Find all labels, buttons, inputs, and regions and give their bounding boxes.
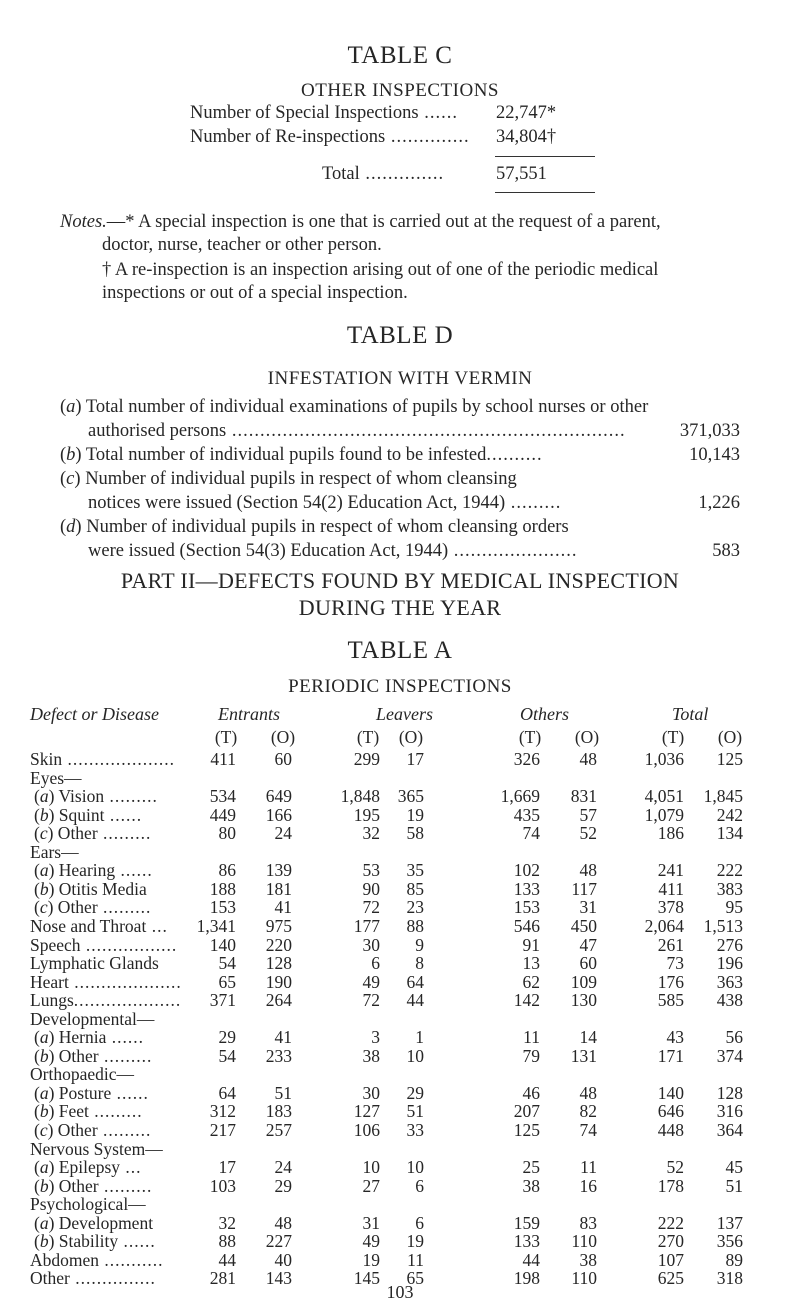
table-c-title: TABLE C [347, 42, 453, 69]
cell: 1,669 [500, 786, 540, 807]
cell: 52 [666, 1157, 684, 1178]
table-d-value-d: 583 [712, 541, 740, 561]
cell: 374 [716, 1045, 743, 1066]
sum-rule [495, 156, 595, 157]
table-c-subtitle: OTHER INSPECTIONS [301, 80, 499, 101]
cell: 32 [218, 1212, 236, 1233]
cell: 95 [725, 897, 743, 918]
cell: 143 [265, 1268, 292, 1289]
cell: 29 [274, 1175, 292, 1196]
cell: 646 [657, 1101, 684, 1122]
cell: 546 [513, 915, 540, 936]
table-d-subtitle: INFESTATION WITH VERMIN [267, 368, 533, 389]
cell: 3 [371, 1027, 380, 1048]
cell: 83 [579, 1212, 597, 1233]
cell: 125 [716, 749, 743, 769]
cell: 166 [265, 804, 292, 825]
cell: 44 [218, 1249, 236, 1270]
cell: 449 [209, 804, 236, 825]
cell: 19 [406, 804, 424, 825]
cell: 8 [415, 953, 424, 974]
cell: 6 [415, 1175, 424, 1196]
cell: 133 [513, 1231, 540, 1252]
total-rule [495, 192, 595, 193]
cell: 222 [716, 860, 743, 881]
table-d-value-c: 1,226 [698, 493, 740, 513]
cell: 107 [657, 1249, 684, 1270]
cell: 356 [716, 1231, 743, 1252]
cell: 270 [657, 1231, 684, 1252]
table-d-item-d: (d) Number of individual pupils in respect of whom cleansing orders [60, 517, 569, 537]
cell: 1 [415, 1027, 424, 1048]
cell: 137 [716, 1212, 743, 1233]
sub-header-t: (T) [661, 727, 685, 747]
cell: 131 [570, 1045, 597, 1066]
cell: 177 [353, 915, 380, 936]
sub-header-o: (O) [574, 727, 600, 747]
row-label: Psychological— [30, 1194, 146, 1215]
table-d-item-a: (a) Total number of individual examinations of pupils by school nurses or other [60, 397, 649, 417]
note-2: † A re-inspection is an inspection arising out of one of the periodic medical [102, 260, 659, 280]
row-label: Lungs.................... [30, 990, 182, 1011]
cell: 183 [265, 1101, 292, 1122]
cell: 31 [362, 1212, 380, 1233]
cell: 51 [406, 1101, 424, 1122]
cell: 51 [725, 1175, 743, 1196]
cell: 91 [522, 934, 540, 955]
cell: 14 [579, 1027, 597, 1048]
row-label: (b) Other ......... [34, 1045, 153, 1066]
cell: 207 [513, 1101, 540, 1122]
cell: 65 [406, 1268, 424, 1289]
cell: 38 [579, 1249, 597, 1270]
cell: 585 [657, 990, 684, 1011]
cell: 49 [362, 971, 380, 992]
cell: 79 [522, 1045, 540, 1066]
cell: 88 [406, 915, 424, 936]
row-label: (a) Posture ...... [34, 1082, 149, 1103]
row-label: Ears— [30, 841, 79, 862]
cell: 450 [570, 915, 597, 936]
total-label: Total .............. [322, 164, 445, 184]
cell: 24 [274, 1157, 292, 1178]
note-1-cont: doctor, nurse, teacher or other person. [102, 235, 382, 255]
cell: 196 [716, 953, 743, 974]
cell: 102 [513, 860, 540, 881]
sub-header-o: (O) [398, 727, 424, 747]
cell: 29 [406, 1082, 424, 1103]
cell: 72 [362, 990, 380, 1011]
row-label: Skin .................... [30, 749, 175, 769]
cell: 188 [209, 878, 236, 899]
group-total: Total [672, 704, 709, 724]
table-a-title: TABLE A [347, 637, 453, 664]
cell: 145 [353, 1268, 380, 1289]
cell: 181 [265, 878, 292, 899]
cell: 38 [522, 1175, 540, 1196]
cell: 106 [353, 1120, 380, 1140]
cell: 316 [716, 1101, 743, 1122]
cell: 378 [657, 897, 684, 918]
cell: 363 [716, 971, 743, 992]
cell: 139 [265, 860, 292, 881]
cell: 534 [209, 786, 236, 807]
cell: 24 [274, 823, 292, 844]
cell: 127 [353, 1101, 380, 1122]
cell: 89 [725, 1249, 743, 1270]
cell: 438 [716, 990, 743, 1011]
cell: 33 [406, 1120, 424, 1140]
cell: 153 [513, 897, 540, 918]
cell: 261 [657, 934, 684, 955]
cell: 73 [666, 953, 684, 974]
cell: 17 [406, 749, 424, 769]
cell: 46 [522, 1082, 540, 1103]
cell: 45 [725, 1157, 743, 1178]
cell: 117 [571, 878, 597, 899]
cell: 19 [406, 1231, 424, 1252]
cell: 1,036 [644, 749, 684, 769]
cell: 27 [362, 1175, 380, 1196]
cell: 35 [406, 860, 424, 881]
row-label: Developmental— [30, 1008, 155, 1029]
cell: 65 [218, 971, 236, 992]
cell: 19 [362, 1249, 380, 1270]
cell: 110 [571, 1268, 597, 1289]
cell: 25 [522, 1157, 540, 1178]
table-d-item-c-cont: notices were issued (Section 54(2) Education Act, 1944) ......... [88, 493, 562, 513]
cell: 153 [209, 897, 236, 918]
sub-header-t: (T) [518, 727, 542, 747]
cell: 186 [657, 823, 684, 844]
cell: 1,513 [703, 915, 743, 936]
cell: 198 [513, 1268, 540, 1289]
cell: 80 [218, 823, 236, 844]
cell: 241 [657, 860, 684, 881]
cell: 1,845 [703, 786, 743, 807]
cell: 128 [716, 1082, 743, 1103]
cell: 44 [522, 1249, 540, 1270]
note-1: Notes.—* A special inspection is one that is carried out at the request of a parent, [60, 212, 661, 232]
cell: 56 [725, 1027, 743, 1048]
cell: 134 [716, 823, 743, 844]
row-label: Orthopaedic— [30, 1064, 134, 1085]
cell: 312 [209, 1101, 236, 1122]
cell: 85 [406, 878, 424, 899]
special-inspections-value: 22,747* [496, 103, 557, 123]
cell: 60 [274, 749, 292, 769]
cell: 281 [209, 1268, 236, 1289]
cell: 88 [218, 1231, 236, 1252]
cell: 411 [210, 749, 236, 769]
cell: 1,848 [340, 786, 380, 807]
cell: 140 [657, 1082, 684, 1103]
cell: 10 [406, 1157, 424, 1178]
row-label: (b) Other ......... [34, 1175, 153, 1196]
cell: 242 [716, 804, 743, 825]
cell: 220 [265, 934, 292, 955]
cell: 44 [406, 990, 424, 1011]
total-value: 57,551 [496, 164, 547, 184]
cell: 41 [274, 1027, 292, 1048]
cell: 326 [513, 749, 540, 769]
cell: 48 [579, 749, 597, 769]
cell: 41 [274, 897, 292, 918]
sub-header-t: (T) [356, 727, 380, 747]
cell: 38 [362, 1045, 380, 1066]
row-label: Nose and Throat ... [30, 915, 168, 936]
row-label: (b) Otitis Media [34, 878, 147, 899]
cell: 51 [274, 1082, 292, 1103]
cell: 233 [265, 1045, 292, 1066]
cell: 649 [265, 786, 292, 807]
row-label: (c) Other ......... [34, 1120, 152, 1140]
cell: 130 [570, 990, 597, 1011]
cell: 54 [218, 1045, 236, 1066]
cell: 128 [265, 953, 292, 974]
cell: 364 [716, 1120, 743, 1140]
row-label: Speech ................. [30, 934, 178, 955]
row-label: (c) Other ......... [34, 897, 152, 918]
cell: 257 [265, 1120, 292, 1140]
sub-header-o: (O) [270, 727, 296, 747]
row-label: (a) Epilepsy ... [34, 1157, 142, 1178]
reinspections-label: Number of Re-inspections .............. [190, 127, 470, 147]
cell: 16 [579, 1175, 597, 1196]
part2-title-line2: DURING THE YEAR [298, 595, 502, 620]
cell: 6 [371, 953, 380, 974]
row-label: (a) Hearing ...... [34, 860, 153, 881]
cell: 43 [666, 1027, 684, 1048]
cell: 32 [362, 823, 380, 844]
cell: 60 [579, 953, 597, 974]
cell: 62 [522, 971, 540, 992]
row-label: Nervous System— [30, 1138, 163, 1159]
cell: 10 [362, 1157, 380, 1178]
cell: 318 [716, 1268, 743, 1289]
table-d-title: TABLE D [346, 322, 454, 349]
cell: 13 [522, 953, 540, 974]
cell: 11 [523, 1027, 540, 1048]
cell: 365 [397, 786, 424, 807]
row-label: Other ............... [30, 1268, 156, 1289]
table-d-item-d-cont: were issued (Section 54(3) Education Act, 1944) ...................... [88, 541, 578, 561]
cell: 29 [218, 1027, 236, 1048]
row-label: (b) Feet ......... [34, 1101, 143, 1122]
col-defect-header: Defect or Disease [30, 704, 159, 724]
row-label: (a) Development [34, 1212, 154, 1233]
cell: 125 [513, 1120, 540, 1140]
cell: 227 [265, 1231, 292, 1252]
cell: 10 [406, 1045, 424, 1066]
cell: 64 [218, 1082, 236, 1103]
cell: 975 [265, 915, 292, 936]
cell: 49 [362, 1231, 380, 1252]
row-label: Heart .................... [30, 971, 182, 992]
part2-title-line1: PART II—DEFECTS FOUND BY MEDICAL INSPECTION [120, 568, 680, 593]
cell: 109 [570, 971, 597, 992]
cell: 276 [716, 934, 743, 955]
group-leavers: Leavers [376, 704, 433, 724]
row-label: (a) Hernia ...... [34, 1027, 145, 1048]
cell: 2,064 [644, 915, 684, 936]
cell: 4,051 [644, 786, 684, 807]
row-label: (a) Vision ......... [34, 786, 158, 807]
cell: 371 [209, 990, 236, 1011]
cell: 31 [579, 897, 597, 918]
group-entrants: Entrants [218, 704, 281, 724]
cell: 264 [265, 990, 292, 1011]
cell: 448 [657, 1120, 684, 1140]
table-d-item-c: (c) Number of individual pupils in respect of whom cleansing [60, 469, 517, 489]
row-label: Abdomen ........... [30, 1249, 164, 1270]
cell: 383 [716, 878, 743, 899]
cell: 6 [415, 1212, 424, 1233]
cell: 72 [362, 897, 380, 918]
table-d-value-b: 10,143 [689, 445, 740, 465]
cell: 217 [209, 1120, 236, 1140]
cell: 52 [579, 823, 597, 844]
group-others: Others [520, 704, 569, 724]
cell: 82 [579, 1101, 597, 1122]
cell: 48 [579, 1082, 597, 1103]
cell: 86 [218, 860, 236, 881]
table-d-item-a-cont: authorised persons ...................................................................... [88, 421, 626, 441]
cell: 171 [657, 1045, 684, 1066]
cell: 30 [362, 934, 380, 955]
cell: 133 [513, 878, 540, 899]
reinspections-value: 34,804† [496, 127, 557, 147]
sub-header-t: (T) [214, 727, 238, 747]
cell: 110 [571, 1231, 597, 1252]
cell: 195 [353, 804, 380, 825]
cell: 190 [265, 971, 292, 992]
cell: 9 [415, 934, 424, 955]
table-a-subtitle: PERIODIC INSPECTIONS [288, 676, 512, 697]
cell: 74 [579, 1120, 597, 1140]
cell: 435 [513, 804, 540, 825]
page-number: 103 [386, 1282, 414, 1302]
cell: 176 [657, 971, 684, 992]
cell: 299 [353, 749, 380, 769]
cell: 159 [513, 1212, 540, 1233]
cell: 30 [362, 1082, 380, 1103]
row-label: Lymphatic Glands [30, 953, 159, 974]
row-label: Eyes— [30, 767, 82, 788]
row-label: (b) Squint ...... [34, 804, 143, 825]
cell: 58 [406, 823, 424, 844]
cell: 74 [522, 823, 540, 844]
cell: 1,079 [644, 804, 684, 825]
cell: 57 [579, 804, 597, 825]
sub-header-o: (O) [717, 727, 743, 747]
cell: 47 [579, 934, 597, 955]
cell: 140 [209, 934, 236, 955]
cell: 222 [657, 1212, 684, 1233]
row-label: (b) Stability ...... [34, 1231, 156, 1252]
cell: 142 [513, 990, 540, 1011]
cell: 625 [657, 1268, 684, 1289]
cell: 11 [407, 1249, 424, 1270]
cell: 11 [580, 1157, 597, 1178]
note-2-cont: inspections or out of a special inspection. [102, 283, 408, 303]
cell: 178 [657, 1175, 684, 1196]
row-label: (c) Other ......... [34, 823, 152, 844]
cell: 53 [362, 860, 380, 881]
cell: 1,341 [196, 915, 236, 936]
cell: 831 [570, 786, 597, 807]
cell: 40 [274, 1249, 292, 1270]
cell: 64 [406, 971, 424, 992]
table-d-item-b: (b) Total number of individual pupils found to be infested.......... [60, 445, 543, 465]
cell: 48 [579, 860, 597, 881]
special-inspections-label: Number of Special Inspections ...... [190, 103, 458, 123]
cell: 17 [218, 1157, 236, 1178]
cell: 411 [658, 878, 684, 899]
cell: 103 [209, 1175, 236, 1196]
table-d-value-a: 371,033 [679, 421, 740, 441]
cell: 54 [218, 953, 236, 974]
cell: 23 [406, 897, 424, 918]
cell: 90 [362, 878, 380, 899]
cell: 48 [274, 1212, 292, 1233]
